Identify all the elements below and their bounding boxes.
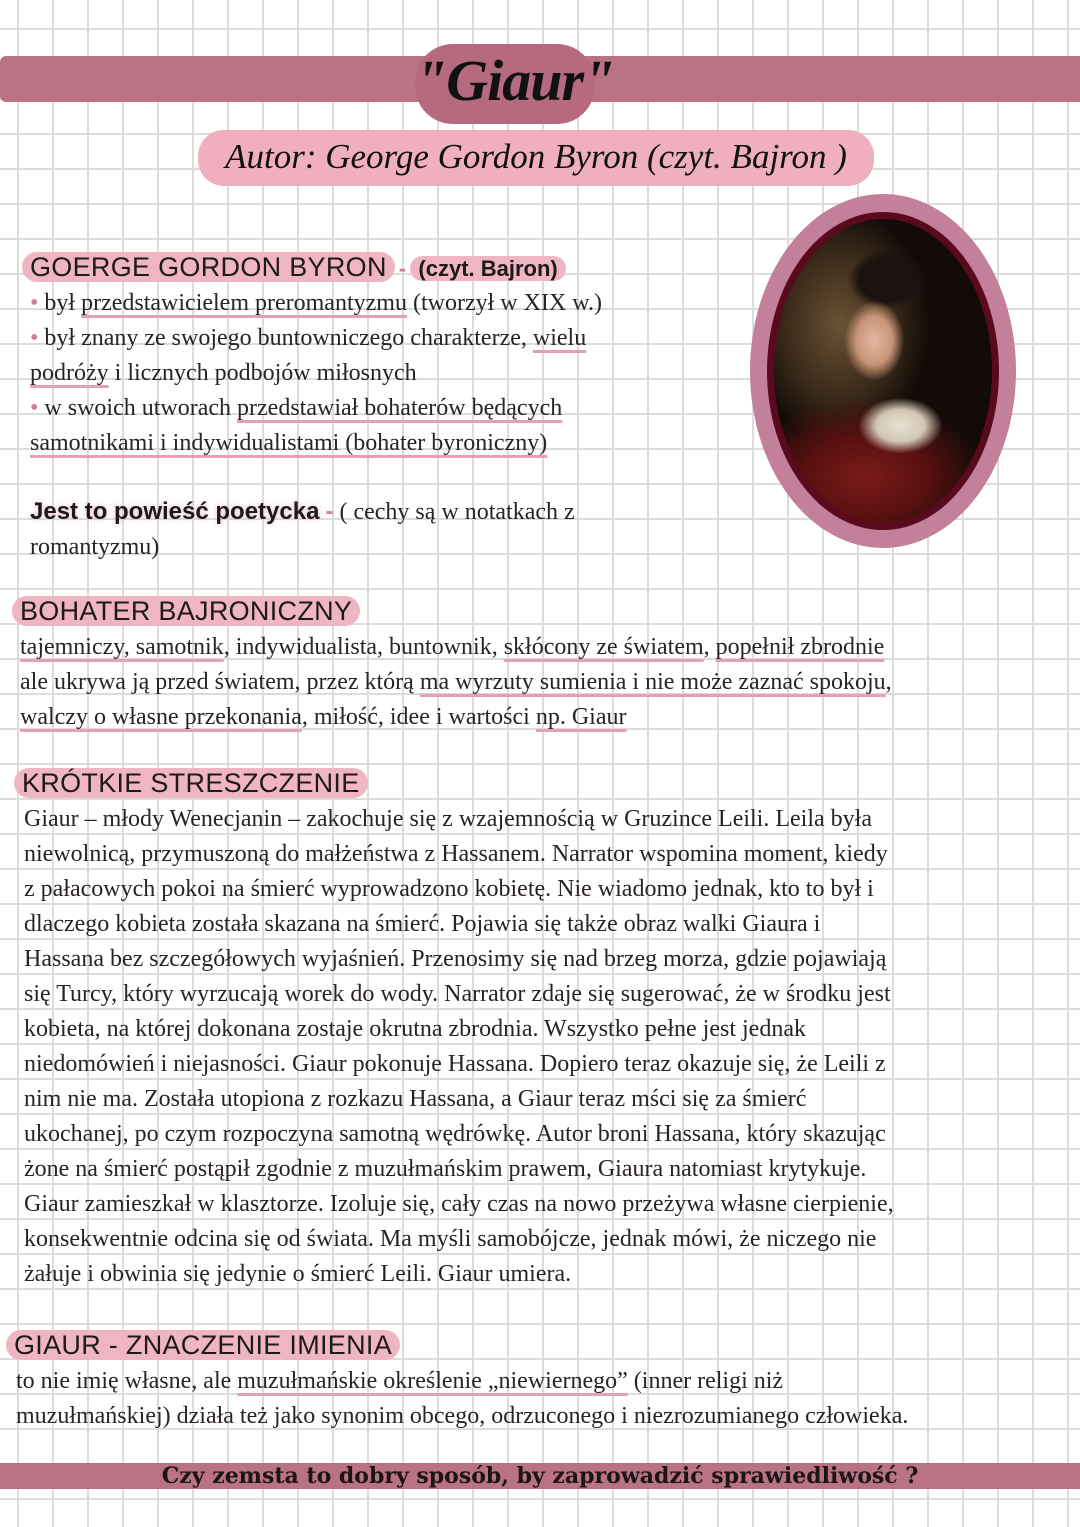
summary-section [14, 764, 1074, 1292]
genre-dash: - [325, 498, 334, 525]
summary-line: żone na śmierć postąpił zgodnie z muzułmańskim prawem, Giaura natomiast krytykuje. [24, 1156, 867, 1182]
summary-line: niedomówień i niejasności. Giaur pokonuje Hassana. Dopiero teraz okazuje się, że Leili z [24, 1051, 886, 1077]
bio-bullets [22, 286, 742, 461]
genre-section [30, 494, 710, 565]
bio-heading-row [22, 248, 742, 286]
hero-text [12, 630, 1072, 735]
bio-heading-pronunciation: (czyt. Bajron) [410, 256, 565, 281]
genre-note: ( cechy są w notatkach z [339, 499, 575, 525]
summary-line: Giaur zamieszkał w klasztorze. Izoluje się, cały czas na nowo przeżywa własne cierpienie, [24, 1191, 894, 1217]
summary-line: dlaczego kobieta została skazana na śmierć. Pojawia się także obraz walki Giaura i [24, 911, 821, 937]
hero-heading: BOHATER BAJRONICZNY [12, 596, 360, 626]
bio-bullet-2: • był znany ze swojego buntowniczego charakterze, wielu [30, 325, 587, 351]
name-meaning-line-1: to nie imię własne, ale muzułmańskie określenie „niewiernego” (inner religi niż [16, 1368, 784, 1394]
summary-line: żałuje i obwinia się jedynie o śmierć Leili. Giaur umiera. [24, 1261, 572, 1287]
bio-bullet-3-cont: samotnikami i indywidualistami (bohater byroniczny) [30, 430, 548, 456]
hero-line-2: ale ukrywa ją przed światem, przez którą ma wyrzuty sumienia i nie może zaznać spokoju, [20, 669, 892, 695]
hero-line-1: tajemniczy, samotnik, indywidualista, buntownik, skłócony ze światem, popełnił zbrodnie [20, 634, 885, 660]
genre-note-cont: romantyzmu) [30, 534, 160, 560]
bio-heading-dash: - [398, 256, 407, 281]
name-meaning-text [6, 1364, 1074, 1434]
name-meaning-line-2: muzułmańskiej) działa też jako synonim obcego, odrzuconego i niezrozumianego człowieka. [16, 1403, 909, 1429]
summary-line: ukochanej, po czym rozpoczyna samotną wędrówkę. Autor broni Hassana, który skazując [24, 1121, 886, 1147]
bio-bullet-1: • był przedstawicielem preromantyzmu (tworzył w XIX w.) [30, 290, 603, 316]
summary-line: Giaur – młody Wenecjanin – zakochuje się z wzajemnością w Gruzince Leili. Leila była [24, 806, 872, 832]
hero-line-3: walczy o własne przekonania, miłość, idee i wartości np. Giaur [20, 704, 627, 730]
bullet-icon: • [30, 290, 39, 316]
bio-heading: GOERGE GORDON BYRON [22, 252, 395, 282]
page-title: "Giaur" [415, 48, 615, 113]
summary-line: się Turcy, który wyrzucają worek do wody. Narrator zdaje się sugerować, że w środku jest [24, 981, 891, 1007]
name-meaning-section [6, 1326, 1074, 1434]
summary-heading: KRÓTKIE STRESZCZENIE [14, 768, 368, 798]
summary-line: konsekwentnie odcina się od świata. Ma myśli samobójcze, jednak mówi, że niczego nie [24, 1226, 877, 1252]
author-line: Autor: George Gordon Byron (czyt. Bajron ) [225, 137, 847, 176]
bio-bullet-2-cont: podróży i licznych podbojów miłosnych [30, 360, 417, 386]
genre-label: Jest to powieść poetycka [30, 498, 320, 525]
bio-bullet-3: • w swoich utworach przedstawiał bohaterów będących [30, 395, 563, 421]
portrait-of-byron-image [774, 219, 992, 523]
summary-line: Hassana bez szczegółowych wyjaśnień. Przenosimy się nad brzeg morza, gdzie pojawiają [24, 946, 887, 972]
summary-line: niewolnicą, przymuszoną do małżeństwa z Hassanem. Narrator wspomina moment, kiedy [24, 841, 888, 867]
name-meaning-heading: GIAUR - ZNACZENIE IMIENIA [6, 1330, 400, 1360]
summary-line: z pałacowych pokoi na śmierć wyprowadzono kobietę. Nie wiadomo jednak, kto to był i [24, 876, 874, 902]
bullet-icon: • [30, 395, 39, 421]
summary-line: nim nie ma. Została utopiona z rozkazu Hassana, a Giaur teraz mści się za śmierć [24, 1086, 807, 1112]
hero-section [12, 592, 1072, 735]
bio-section [22, 248, 742, 461]
bullet-icon: • [30, 325, 39, 351]
closing-question: Czy zemsta to dobry sposób, by zaprowadzić sprawiedliwość ? [161, 1463, 919, 1489]
summary-line: kobieta, na której dokonana zostaje okrutna zbrodnia. Wszystko pełne jest jednak [24, 1016, 806, 1042]
summary-text [14, 802, 1074, 1292]
